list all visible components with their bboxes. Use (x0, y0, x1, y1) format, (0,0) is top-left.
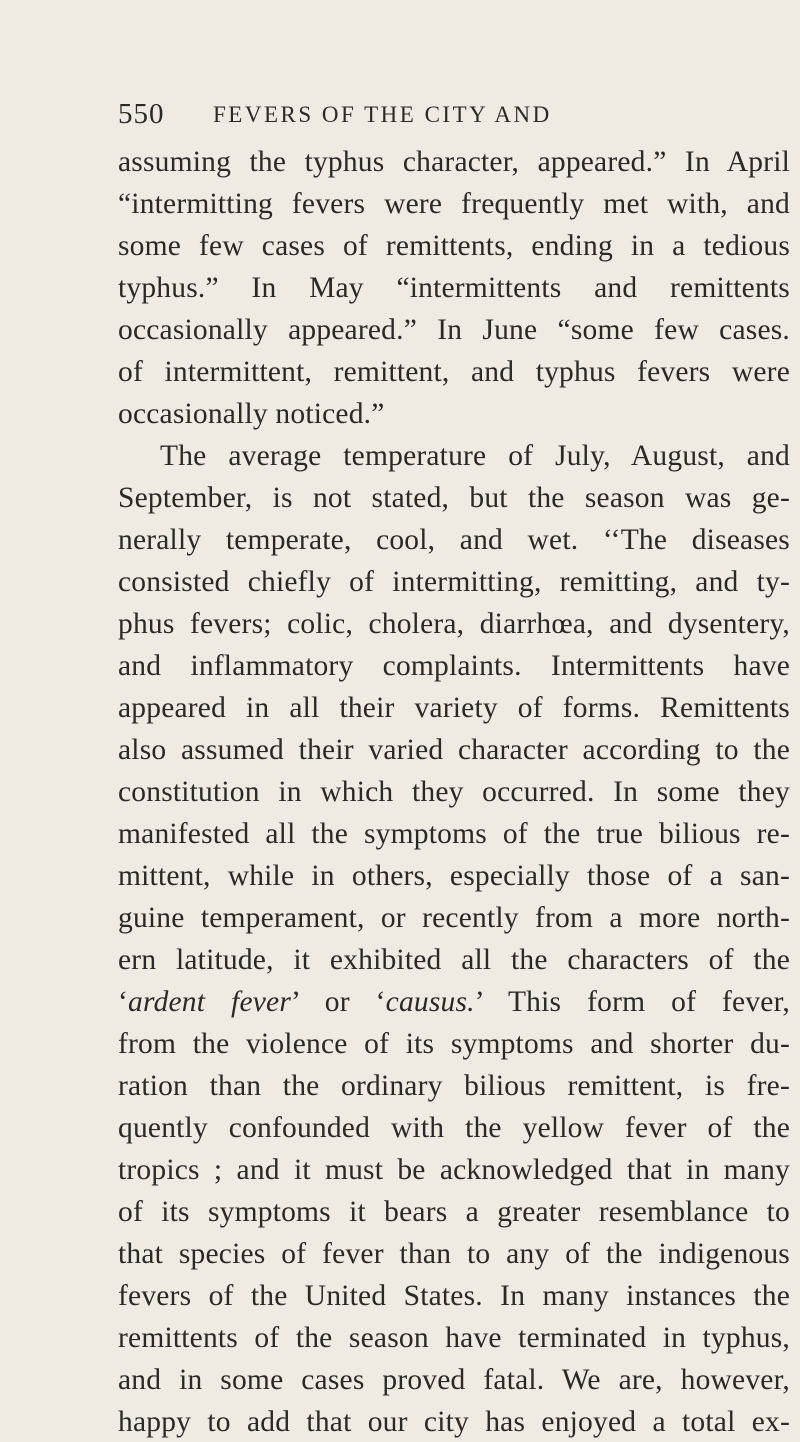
page-number: 550 (118, 98, 165, 130)
text-line-28: fevers of the United States. In many instances the (118, 1280, 790, 1312)
text-line-18: mittent, while in others, especially those of a san- (118, 860, 790, 892)
open-quote: ‘ (118, 986, 129, 1018)
text-line-31: happy to add that our city has enjoyed a total ex- (118, 1406, 790, 1438)
text-line-12: phus fevers; colic, cholera, diarrhœa, and dysentery, (118, 608, 790, 640)
text-line-3: some few cases of remittents, ending in a tedious (118, 230, 790, 262)
text-line-27: that species of fever than to any of the indigenous (118, 1238, 790, 1270)
text-line-22: from the violence of its symptoms and shorter du- (118, 1028, 790, 1060)
text-line-20: ern latitude, it exhibited all the characters of the (118, 944, 790, 976)
text-line-16: constitution in which they occurred. In some they (118, 776, 790, 808)
text-line-26: of its symptoms it bears a greater resemblance to (118, 1196, 790, 1228)
text-line-24: quently confounded with the yellow fever of the (118, 1112, 790, 1144)
text-line-23: ration than the ordinary bilious remittent, is fre- (118, 1070, 790, 1102)
text-line-13: and inflammatory complaints. Intermittents have (118, 650, 790, 682)
italic-term-causus: causus. (385, 986, 475, 1018)
text-line-7: occasionally noticed.” (118, 398, 385, 430)
text-line-4: typhus.” In May “intermittents and remittents (118, 272, 790, 304)
running-head (118, 98, 718, 138)
text-line-11: consisted chiefly of intermitting, remitting, and ty- (118, 566, 790, 598)
text-line-19: guine temperament, or recently from a more north- (118, 902, 790, 934)
text-line-15: also assumed their varied character according to the (118, 734, 790, 766)
text-line-25: tropics ; and it must be acknowledged that in many (118, 1154, 790, 1186)
quote-join: ’ or ‘ (291, 986, 386, 1018)
line-remainder: ’ This form of fever, (474, 986, 790, 1018)
running-title: FEVERS OF THE CITY AND (213, 102, 552, 127)
text-line-29: remittents of the season have terminated in typhus, (118, 1322, 790, 1354)
text-line-10: nerally temperate, cool, and wet. ‘‘The diseases (118, 524, 790, 556)
text-line-14: appeared in all their variety of forms. Remittents (118, 692, 790, 724)
text-line-1: assuming the typhus character, appeared.” In April (118, 146, 790, 178)
italic-term-ardent-fever: ardent fever (128, 986, 292, 1018)
text-line-2: “intermitting fevers were frequently met with, and (118, 188, 790, 220)
paragraph-start-line: The average temperature of July, August, and (160, 440, 790, 472)
text-line-21 (118, 982, 790, 1022)
text-line-17: manifested all the symptoms of the true bilious re- (118, 818, 790, 850)
text-line-5: occasionally appeared.” In June “some few cases. (118, 314, 790, 346)
text-line-6: of intermittent, remittent, and typhus fevers were (118, 356, 790, 388)
text-line-9: September, is not stated, but the season was ge- (118, 482, 790, 514)
text-line-30: and in some cases proved fatal. We are, however, (118, 1364, 790, 1396)
